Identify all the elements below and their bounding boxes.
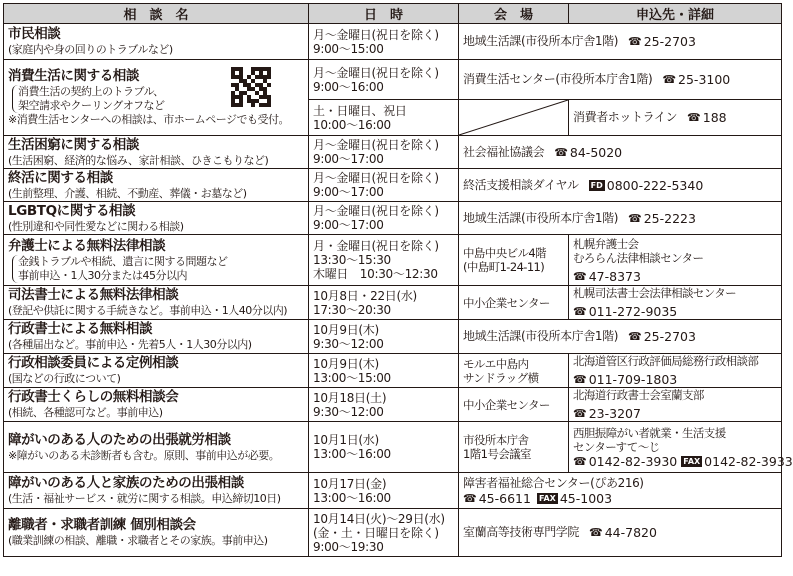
fax-number: 0142-82-3933 (704, 453, 793, 469)
venue-text: 中小企業センター (463, 295, 550, 310)
table-row (4, 320, 782, 354)
time-cell (309, 24, 459, 60)
time-line: 9:30～12:00 (313, 404, 384, 419)
venue-contact-cell (459, 169, 782, 202)
org-name: 北海道管区行政評価局総務行政相談部 (573, 354, 759, 368)
venue-empty-cell (459, 100, 569, 136)
time-line: 10月1日(水) (313, 433, 379, 447)
time-cell (309, 286, 459, 320)
time-line: 9:00～17:00 (313, 185, 384, 199)
table-row (4, 422, 782, 473)
table-row (4, 24, 782, 60)
org-name: むろらん法律相談センター (573, 250, 704, 265)
tel-number: 25-2223 (643, 210, 696, 226)
phone-icon: ☎ (589, 526, 603, 539)
contact-cell (569, 286, 782, 320)
time-cell (309, 100, 459, 136)
phone-icon: ☎ (628, 211, 642, 225)
venue-cell (459, 422, 569, 473)
venue-contact-cell (459, 24, 782, 60)
consult-name-cell (4, 422, 309, 473)
consult-subtitle: (家庭内や身の回りのトラブルなど) (8, 43, 173, 56)
header-venue: 会 場 (459, 4, 569, 24)
consult-name-cell (4, 286, 309, 320)
consult-name-cell (4, 60, 309, 136)
consult-subtitle: 金銭トラブルや相続、遺言に関する問題など (18, 254, 228, 268)
venue-text: 1階1号会議室 (463, 447, 531, 461)
time-line: 土・日曜日、祝日 (313, 103, 407, 118)
venue-contact-cell (459, 136, 782, 169)
time-line: 月～金曜日(祝日を除く) (313, 138, 439, 152)
org-name: 札幌弁護士会 (573, 236, 639, 251)
venue-text: 室蘭高等技術専門学院 (463, 525, 580, 539)
time-cell (309, 60, 459, 100)
tel-number: 23-3207 (588, 406, 641, 421)
venue-text: 市役所本庁舎 (463, 433, 529, 447)
consult-title: 司法書士による無料法律相談 (8, 287, 179, 303)
consult-subtitle: (性別違和や同性愛などに関わる相談) (8, 219, 184, 233)
time-line: 9:00～19:30 (313, 539, 384, 554)
consult-title: 市民相談 (8, 26, 61, 42)
tel-number: 44-7820 (604, 525, 657, 540)
venue-text: 地域生活課(市役所本庁舎1階) (463, 210, 618, 225)
consult-name-cell (4, 136, 309, 169)
consult-name-cell (4, 235, 309, 286)
tel-number: 0800-222-5340 (606, 177, 704, 193)
time-cell (309, 354, 459, 388)
consult-name-cell (4, 509, 309, 557)
table-row (4, 354, 782, 388)
header-time: 日 時 (309, 4, 459, 24)
time-line: 13:30～15:30 (313, 253, 391, 267)
time-cell (309, 422, 459, 473)
time-line: 9:00～17:00 (313, 152, 384, 166)
phone-icon: ☎ (573, 373, 587, 386)
phone-icon: ☎ (573, 305, 587, 318)
phone-icon: ☎ (687, 111, 701, 124)
consult-subtitle: (国などの行政について) (8, 372, 121, 385)
consult-title: 行政書士くらしの無料相談会 (8, 389, 179, 405)
table-row (4, 286, 782, 320)
phone-icon: ☎ (573, 407, 587, 420)
consult-title: 生活困窮に関する相談 (8, 136, 139, 153)
time-line: 10月9日(木) (313, 356, 379, 371)
venue-text: (中島町1-24-11) (463, 260, 545, 274)
contact-cell (569, 422, 793, 473)
contact-cell (569, 235, 782, 286)
consult-title: 離職者・求職者訓練 個別相談会 (8, 517, 196, 533)
time-line: 月～金曜日(祝日を除く) (313, 204, 439, 218)
time-line: 9:30～12:00 (313, 336, 384, 351)
time-line: 10:00～16:00 (313, 117, 391, 132)
time-line: 17:30～20:30 (313, 302, 391, 317)
consult-name-cell (4, 169, 309, 202)
venue-contact-cell (459, 473, 782, 509)
venue-contact-cell (459, 60, 782, 100)
tel-number: 47-8373 (588, 268, 641, 284)
table-row (4, 235, 782, 286)
consult-subtitle: (職業訓練の相談、離職・求職者とその家族。事前申込) (8, 534, 268, 547)
time-line: 月・金曜日(祝日を除く) (313, 239, 439, 253)
consult-title: 障がいのある人のための出張就労相談 (8, 431, 231, 448)
consult-subtitle: (登記や供託に関する手続きなど。事前申込・1人40分以内) (8, 304, 288, 317)
free-dial-icon: FD (590, 180, 603, 190)
venue-text: 終活支援相談ダイヤル (463, 177, 579, 192)
consult-subtitle: (生前整理、介護、相続、不動産、葬儀・お墓など) (8, 186, 247, 200)
consult-title: 消費生活に関する相談 (8, 68, 139, 84)
venue-text: 中島中央ビル4階 (463, 246, 547, 260)
time-line: 9:00～16:00 (313, 79, 384, 94)
time-cell (309, 136, 459, 169)
consult-title: 行政相談委員による定例相談 (8, 355, 179, 371)
venue-text: サンドラッグ横 (463, 370, 539, 385)
time-cell (309, 473, 459, 509)
contact-cell (569, 388, 782, 422)
time-line: (金・土・日曜日を除く) (313, 525, 439, 540)
tel-number: 25-3100 (678, 72, 731, 87)
venue-text: 障害者福祉総合センター(ぴあ216) (463, 475, 644, 490)
diagonal-slash (459, 100, 568, 135)
table-row (4, 473, 782, 509)
venue-contact-cell (459, 509, 782, 557)
tel-number: 0142-82-3930 (588, 453, 678, 469)
qr-code-icon[interactable] (230, 66, 272, 108)
time-line: 木曜日 10:30～12:30 (313, 267, 438, 281)
time-line: 月～金曜日(祝日を除く) (313, 27, 439, 42)
fax-number: 45-1003 (559, 490, 613, 506)
phone-icon: ☎ (628, 35, 642, 48)
table-row (4, 509, 782, 557)
time-line: 13:00～16:00 (313, 490, 391, 505)
time-line: 10月17日(金) (313, 476, 387, 491)
time-cell (309, 388, 459, 422)
consult-subtitle: (各種届出など。事前申込・先着5人・1人30分以内) (8, 338, 252, 351)
time-line: 13:00～16:00 (313, 447, 391, 461)
consult-subtitle: (相続、各種認可など。事前申込) (8, 406, 163, 419)
time-cell (309, 202, 459, 235)
contact-cell (569, 100, 782, 136)
time-line: 10月14日(火)～29日(水) (313, 511, 445, 526)
venue-text: 消費生活センター(市役所本庁舎1階) (463, 72, 653, 86)
time-line: 10月9日(木) (313, 322, 379, 337)
time-cell (309, 235, 459, 286)
tel-number: 45-6611 (478, 490, 531, 506)
consult-title: 弁護士による無料法律相談 (8, 237, 166, 254)
venue-text: 社会福祉協議会 (463, 144, 545, 159)
consult-subtitle: ※障がいのある未診断者も含む。原則、事前申込が必要。 (8, 448, 280, 462)
consult-subtitle: 事前申込・1人30分または45分以内 (18, 268, 187, 282)
venue-cell (459, 235, 569, 286)
consult-subtitle: 消費生活の契約上のトラブル、 (18, 85, 164, 98)
consult-title: 行政書士による無料相談 (8, 321, 153, 337)
venue-text: 中小企業センター (463, 397, 550, 412)
consult-name-cell (4, 202, 309, 235)
consult-subtitle: 架空請求やクーリングオフなど (18, 99, 165, 112)
table-row (4, 60, 782, 100)
venue-contact-cell (459, 202, 782, 235)
header-contact: 申込先・詳細 (569, 4, 782, 24)
consult-name-cell (4, 24, 309, 60)
time-line: 月～金曜日(祝日を除く) (313, 171, 439, 185)
consult-title: LGBTQに関する相談 (8, 202, 136, 219)
time-cell (309, 169, 459, 202)
fax-icon: FAX (683, 456, 701, 466)
time-line: 10月8日・22日(水) (313, 288, 417, 303)
org-name: 北海道行政書士会室蘭支部 (573, 388, 704, 402)
consult-name-cell (4, 388, 309, 422)
table-row (4, 136, 782, 169)
org-name: 札幌司法書士会法律相談センター (573, 286, 737, 300)
time-cell (309, 320, 459, 354)
consult-subtitle: (生活・福祉サービス・就労に関する相談。申込締切10日) (8, 492, 281, 505)
tel-number: 84-5020 (569, 144, 623, 160)
consult-title: 障がいのある人と家族のための出張相談 (8, 475, 244, 491)
tel-number: 011-709-1803 (588, 372, 678, 387)
phone-icon: ☎ (573, 269, 587, 283)
table-row (4, 202, 782, 235)
consult-title: 終活に関する相談 (8, 169, 113, 186)
consult-subtitle: (生活困窮、経済的な悩み、家計相談、ひきこもりなど) (8, 153, 269, 167)
time-line: 10月18日(土) (313, 390, 387, 405)
consult-name-cell (4, 354, 309, 388)
header-row (4, 4, 782, 24)
venue-cell (459, 286, 569, 320)
org-name: 西胆振障がい者就業・生活支援 (573, 425, 726, 440)
header-name: 相 談 名 (4, 4, 309, 24)
fax-icon: FAX (538, 493, 556, 503)
venue-text: 地域生活課(市役所本庁舎1階) (463, 329, 618, 343)
venue-contact-cell (459, 320, 782, 354)
phone-icon: ☎ (554, 145, 568, 159)
consult-name-cell (4, 473, 309, 509)
time-line: 9:00～15:00 (313, 41, 384, 56)
time-line: 9:00～17:00 (313, 218, 384, 232)
time-cell (309, 509, 459, 557)
phone-icon: ☎ (628, 330, 642, 343)
phone-icon: ☎ (463, 491, 477, 505)
org-name: センターすて～じ (573, 439, 660, 454)
venue-cell (459, 388, 569, 422)
table-row (4, 388, 782, 422)
contact-cell (569, 354, 782, 388)
table-row (4, 169, 782, 202)
consult-name-cell (4, 320, 309, 354)
tel-number: 011-272-9035 (588, 304, 678, 319)
venue-text: 消費者ホットライン (573, 110, 678, 124)
tel-number: 188 (702, 110, 727, 125)
time-line: 13:00～15:00 (313, 370, 391, 385)
tel-number: 25-2703 (643, 329, 696, 344)
venue-text: 地域生活課(市役所本庁舎1階) (463, 34, 618, 48)
consult-note: ※消費生活センターへの相談は、市ホームページでも受付。 (8, 113, 290, 126)
phone-icon: ☎ (573, 454, 587, 468)
time-line: 月～金曜日(祝日を除く) (313, 65, 439, 80)
phone-icon: ☎ (662, 73, 677, 86)
venue-text: モルエ中島内 (463, 356, 529, 371)
venue-cell (459, 354, 569, 388)
tel-number: 25-2703 (643, 34, 696, 49)
consultation-table (3, 3, 793, 557)
